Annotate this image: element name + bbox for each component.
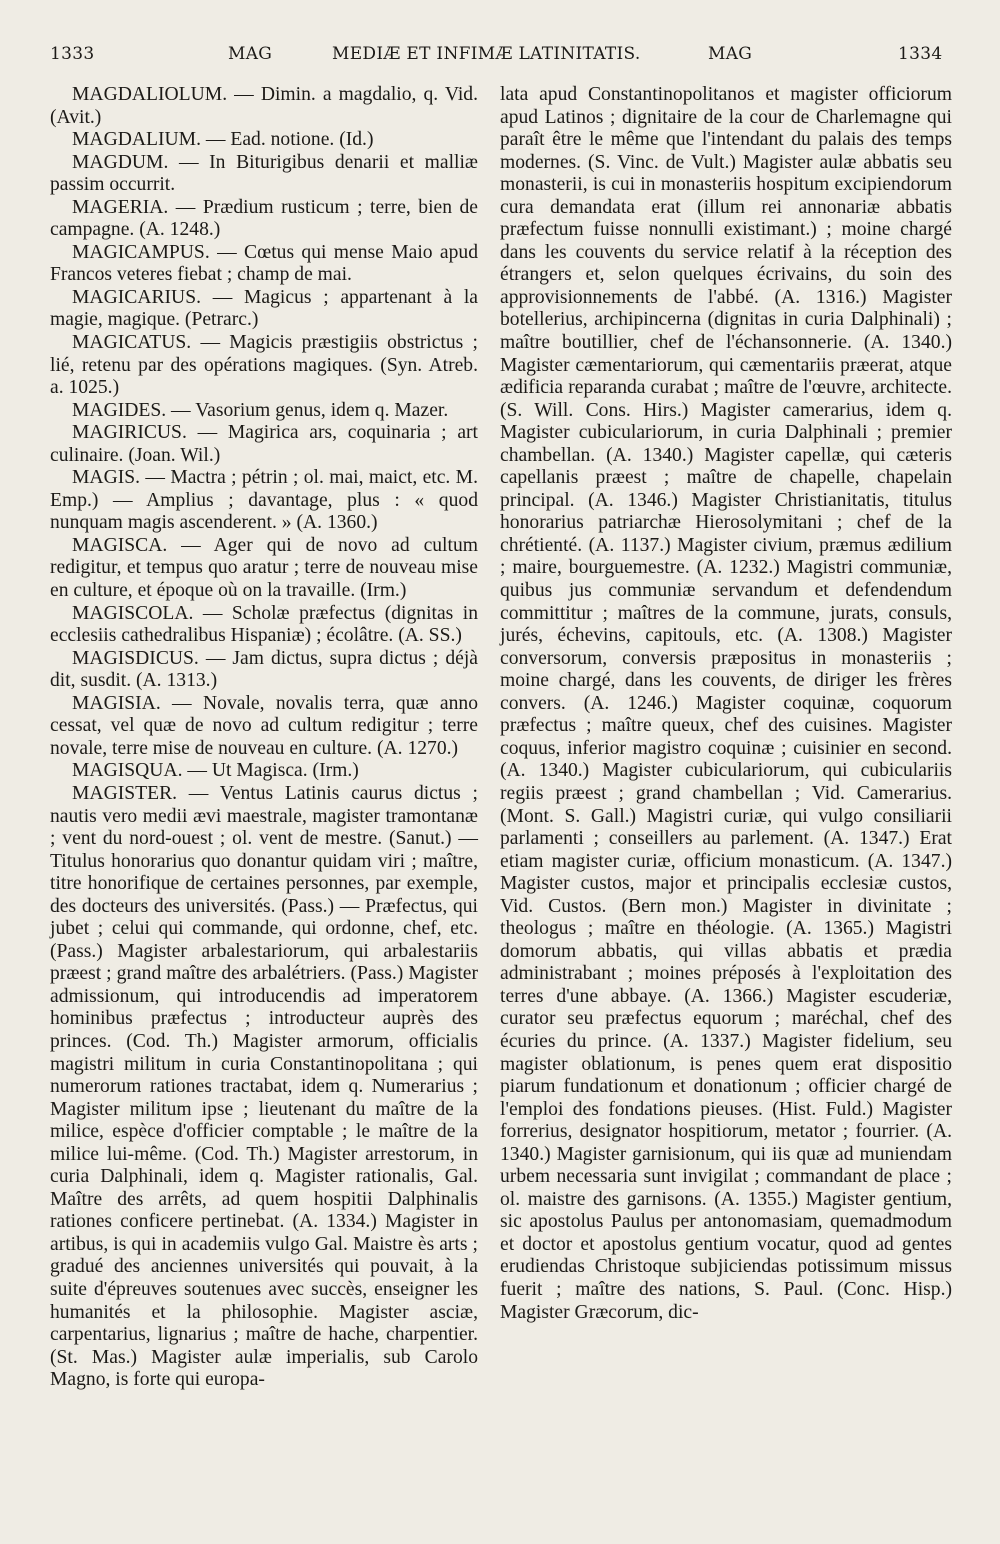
entry-magis: MAGIS. — Mactra ; pétrin ; ol. mai, maict, etc. M. Emp.) — Amplius ; davantage, plus : « quod nunquam magis ascenderent. » (A. 1360.) bbox=[50, 467, 478, 534]
entry-mageria: MAGERIA. — Prædium rusticum ; terre, bien de campagne. (A. 1248.) bbox=[50, 196, 478, 241]
entry-magiscola: MAGISCOLA. — Scholæ præfectus (dignitas in ecclesiis cathedralibus Hispaniæ) ; écolâtre. (A. SS.) bbox=[50, 602, 478, 647]
entry-magdaliolum: MAGDALIOLUM. — Dimin. a magdalio, q. Vid. (Avit.) bbox=[50, 84, 478, 128]
entry-magides: MAGIDES. — Vasorium genus, idem q. Mazer. bbox=[72, 399, 449, 421]
entry-magdalium: MAGDALIUM. — Ead. notione. (Id.) bbox=[72, 129, 374, 151]
right-column bbox=[500, 84, 952, 1324]
page-number-left: 1333 bbox=[50, 44, 95, 64]
entry-magicatus: MAGICATUS. — Magicis præstigiis obstrictus ; lié, retenu par des opérations magiques. (Syn. Atreb. a. 1025.) bbox=[50, 332, 478, 399]
entry-magisia: MAGISIA. — Novale, novalis terra, quæ anno cessat, vel quæ de novo ad cultum redigitur ; terre novale, terre mise de nouveau en culture. (A. 1270.) bbox=[50, 692, 478, 759]
entry-magisqua: MAGISQUA. — Ut Magisca. (Irm.) bbox=[72, 760, 359, 782]
entry-magicarius: MAGICARIUS. — Magicus ; appartenant à la magie, magique. (Petrarc.) bbox=[50, 286, 478, 331]
entry-magdum: MAGDUM. — In Biturigibus denarii et malliæ passim occurrit. bbox=[50, 151, 478, 196]
header-word-right: MAG bbox=[708, 44, 753, 64]
entry-magisdicus: MAGISDICUS. — Jam dictus, supra dictus ; déjà dit, susdit. (A. 1313.) bbox=[50, 647, 478, 692]
header-word-left: MAG bbox=[228, 44, 273, 64]
entry-magisca: MAGISCA. — Ager qui de novo ad cultum redigitur, et tempus quo aratur ; terre de nouveau mise en culture, et époque où on la travaille. (Irm.) bbox=[50, 534, 478, 602]
entry-magiricus: MAGIRICUS. — Magirica ars, coquinaria ; art culinaire. (Joan. Wil.) bbox=[50, 422, 478, 466]
running-header bbox=[50, 44, 950, 74]
entry-magicampus: MAGICAMPUS. — Cœtus qui mense Maio apud Francos veteres fiebat ; champ de mai. bbox=[50, 241, 478, 286]
entry-magister: MAGISTER. — Ventus Latinis caurus dictus ; nautis vero medii ævi maestrale, magister tramontanæ ; vent du nord-ouest ; ol. vent de mestre. (Sanut.) — Titulus honorarius quo donantur quidam viri ; maître, titre honorifique de certaines personnes, par exemple, des docteurs des universités. (Pass.) — Præfectus, qui jubet ; celui qui commande, qui ordonne, chef, etc. (Pass.) Magister arbalestariorum, qui arbalestariis præest ; grand maître des arbalétriers. (Pass.) Magister admissionum, qui introducendis ad imperatorem hominibus præfectus ; introducteur auprès des princes. (Cod. Th.) Magister armorum, officialis magistri militum in curia Constantinopolitana ; qui numerorum rationes tractabat, idem q. Numerarius ; Magister militum ipse ; lieutenant du maître de la milice, espèce d'officier comptable ; le maître de la milice lui-même. (Cod. Th.) Magister arrestorum, in curia Dalphinali, idem q. Magister rationalis, Gal. Maître des arrêts, ad quem hospitii Dalphinalis rationes conficere pertinebat. (A. 1334.) Magister in artibus, is qui in academiis vulgo Gal. Maistre ès arts ; gradué des anciennes universités qui pouvait, à la suite d'épreuves soutenues avec succès, enseigner les humanités et la philosophie. Magister asciæ, carpentarius, lignarius ; maître de hache, charpentier. (St. Mas.) Magister aulæ imperialis, sub Carolo Magno, is forte qui europa- bbox=[50, 782, 478, 1391]
page-number-right: 1334 bbox=[898, 44, 943, 64]
left-column bbox=[50, 84, 478, 1392]
header-title: MEDIÆ ET INFIMÆ LATINITATIS. bbox=[332, 44, 641, 64]
entry-magister-continued: lata apud Constantinopolitanos et magister officiorum apud Latinos ; dignitaire de la cour de Charlemagne qui paraît être le même que l'intendant du palais des temps modernes. (S. Vinc. de Vult.) Magister aulæ abbatis seu monasterii, is cui in monasteriis hospitum excipiendorum cura demandata erat (illum rei annonariæ abbatis præfectum fuisse nonnulli existimant.) ; moine chargé dans les couvents du service relatif à la réception des étrangers et, selon quelques écrivains, du soin des approvisionnements de l'abbé. (A. 1316.) Magister botellerius, archipincerna (dignitas in curia Dalphinali) ; maître boutillier, chef de l'échansonnerie. (A. 1340.) Magister cæmentariorum, qui cæmentariis præerat, atque ædificia reparanda curabat ; maître de l'œuvre, architecte. (S. Will. Cons. Hirs.) Magister camerarius, idem q. Magister cubiculariorum, in curia Dalphinali ; premier chambellan. (A. 1340.) Magister capellæ, qui cæteris capellanis præest ; maître de chapelle, chapelain principal. (A. 1346.) Magister Christianitatis, titulus honorarius patriarchæ Hierosolymitani ; chef de la chrétienté. (A. 1137.) Magister civium, præmus ædilium ; maire, bourguemestre. (A. 1232.) Magistri communiæ, quibus jus communiæ servandum et defendendum committitur ; maîtres de la commune, jurats, consuls, jurés, échevins, capitouls, etc. (A. 1308.) Magister conversorum, conversis præpositus in monasteriis ; moine chargé, dans les couvents, de diriger les frères convers. (A. 1246.) Magister coquinæ, coquorum præfectus ; maître queux, chef des cuisines. Magister coquus, inferior magistro coquinæ ; cuisinier en second. (A. 1340.) Magister cubiculariorum, qui cubiculariis regiis præest ; grand chambellan ; Vid. Camerarius. (Mont. S. Gall.) Magistri curiæ, qui vulgo consiliarii parlamenti ; conseillers au parlement. (A. 1347.) Erat etiam magister curiæ, officium monasticum. (A. 1347.) Magister custos, major et principalis ecclesiæ custos, Vid. Custos. (Bern mon.) Magister in divinitate ; theologus ; maître en théologie. (A. 1365.) Magistri domorum abbatis, qui villas abbatis et prædia administrabant ; moines préposés à l'exploitation des terres d'une abbaye. (A. 1366.) Magister escuderiæ, curator seu præfectus equorum ; maréchal, chef des écuries du prince. (A. 1337.) Magister fidelium, seu magister oblationum, is penes quem erat dispositio piarum fundationum et donationum ; officier chargé de l'emploi des fondations pieuses. (Hist. Fuld.) Magister forrerius, designator hospitiorum, metator ; fourrier. (A. 1340.) Magister garnisionum, qui iis quæ ad muniendam urbem necessaria sunt invigilat ; commandant de place ; ol. maistre des garnisons. (A. 1355.) Magister gentium, sic apostolus Paulus per antonomasiam, quemadmodum et doctor et apostolus gentium vocatur, quod ad gentes erudiendas Christoque subjiciendas potissimum missus fuerit ; maître des nations, S. Paul. (Conc. Hisp.) Magister Græcorum, dic- bbox=[500, 84, 952, 1323]
